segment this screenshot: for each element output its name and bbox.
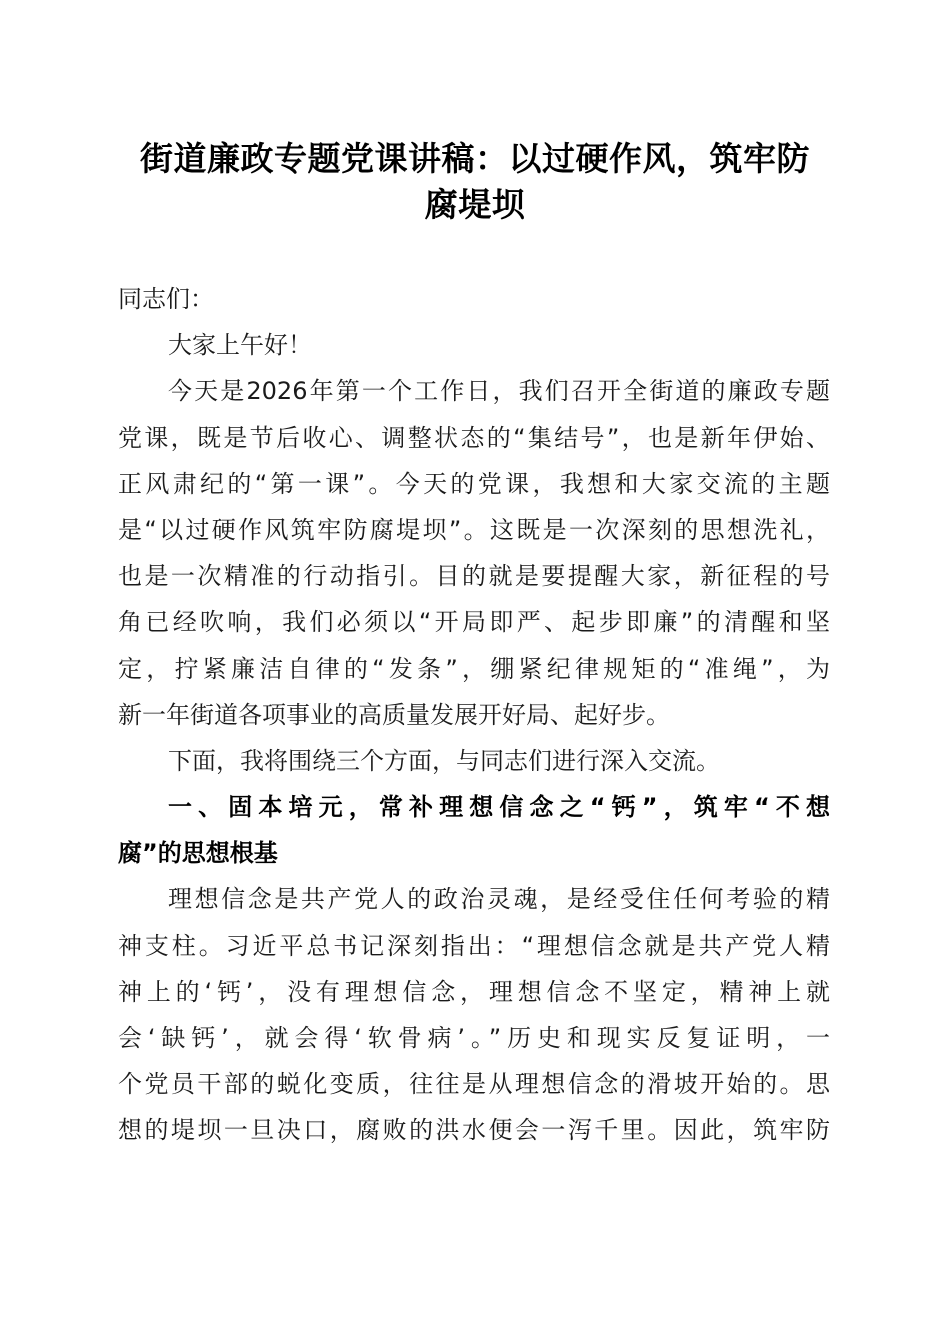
document-title — [100, 136, 850, 228]
greeting: 大家上午好！ — [168, 331, 312, 360]
paragraph-line: 正风肃纪的“第一课”。今天的党课，我想和大家交流的主题 — [118, 469, 830, 498]
paragraph-line: 个党员干部的蜕化变质，往往是从理想信念的滑坡开始的。思 — [118, 1070, 830, 1099]
document-body — [118, 276, 830, 1154]
title-line: 腐堤坝 — [424, 185, 526, 224]
paragraph-line: 角已经吹响，我们必须以“开局即严、起步即廉”的清醒和坚 — [118, 608, 830, 637]
intro-paragraph — [118, 368, 830, 738]
salutation: 同志们： — [118, 285, 214, 313]
heading-line: 腐”的思想根基 — [118, 839, 278, 868]
paragraph-line: 新一年街道各项事业的高质量发展开好局、起好步。 — [118, 700, 670, 729]
paragraph-line: 理想信念是共产党人的政治灵魂，是经受住任何考验的精 — [168, 885, 830, 914]
paragraph-line: 党课，既是节后收心、调整状态的“集结号”，也是新年伊始、 — [118, 423, 830, 452]
paragraph-line: 今天是2026年第一个工作日，我们召开全街道的廉政专题 — [168, 377, 830, 406]
paragraph-line: 是“以过硬作风筑牢防腐堤坝”。这既是一次深刻的思想洗礼， — [118, 515, 830, 544]
paragraph-line: 神上的‘钙’，没有理想信念，理想信念不坚定，精神上就 — [118, 977, 830, 1006]
section-1-heading — [118, 784, 830, 876]
section-1-paragraph — [118, 876, 830, 1153]
paragraph-line: 神支柱。习近平总书记深刻指出：“理想信念就是共产党人精 — [118, 931, 830, 960]
paragraph-line: 也是一次精准的行动指引。目的就是要提醒大家，新征程的号 — [118, 562, 830, 591]
paragraph-line: 定，拧紧廉洁自律的“发条”，绷紧纪律规矩的“准绳”，为 — [118, 654, 830, 683]
transition-sentence: 下面，我将围绕三个方面，与同志们进行深入交流。 — [168, 746, 720, 775]
title-line: 街道廉政专题党课讲稿：以过硬作风，筑牢防 — [140, 139, 810, 178]
paragraph-line: 想的堤坝一旦决口，腐败的洪水便会一泻千里。因此，筑牢防 — [118, 1116, 830, 1145]
heading-line: 一、固本培元，常补理想信念之“钙”，筑牢“不想 — [168, 793, 830, 822]
paragraph-line: 会‘缺钙’，就会得‘软骨病’。”历史和现实反复证明，一 — [118, 1024, 830, 1052]
